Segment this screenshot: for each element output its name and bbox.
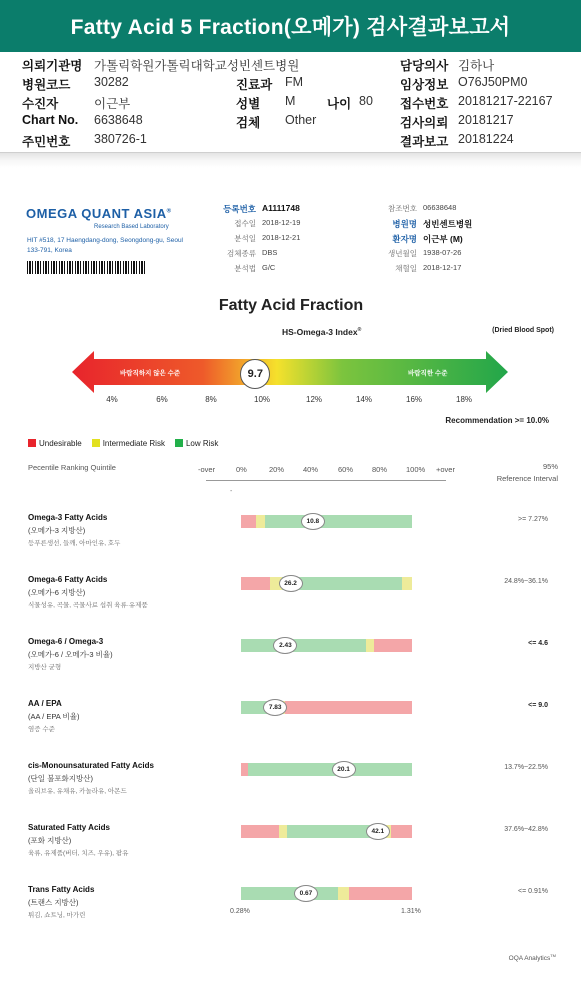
meta-key: 참조번호 [388,204,417,213]
item-subtitle: (오메가-6 지방산) [28,588,86,597]
code-label: 병원코드 [22,78,71,92]
range-bar [241,887,412,900]
item-note: 등푸른생선, 들깨, 아마인유, 호두 [28,540,121,547]
range-segment [241,887,338,900]
request-label: 검사의뢰 [400,116,449,130]
index-tick: 14% [355,395,373,404]
legend-swatch [175,439,183,447]
legend-item [92,439,165,448]
quintile-tick: 0% [236,465,247,474]
item-value: 2.43 [273,637,297,654]
patient-info [0,56,581,152]
hospital-label: 의뢰기관명 [22,59,83,73]
index-value: 9.7 [240,359,270,389]
specimen-note: (Dried Blood Spot) [492,327,554,334]
quintile-tick: 80% [372,465,388,474]
range-segment [241,763,248,776]
quintile-dash: - [230,488,233,495]
range-segment [241,639,366,652]
barcode [27,261,145,274]
range-segment [374,639,412,652]
reference-header-2: Reference Interval [496,474,558,483]
chart-no-label: Chart No. [22,113,79,127]
dept-value: FM [285,75,304,89]
item-value: 0.67 [294,885,318,902]
item-value: 7.83 [263,699,287,716]
item-name: Omega-3 Fatty Acids [28,513,108,522]
item-subtitle: (트랜스 지방산) [28,898,79,907]
reference-interval: 24.8%~36.1% [504,578,548,585]
index-tick: 4% [106,395,118,404]
item-subtitle: (오메가-3 지방산) [28,526,86,535]
meta-value: 2018-12-19 [262,218,301,227]
meta-value: G/C [262,263,276,272]
legend-item [28,439,82,448]
hospital-value: 가톨릭학원가톨릭대학교성빈센트병원 [94,59,300,73]
reference-interval: >= 7.27% [518,516,548,523]
item-name: cis-Monounsaturated Fatty Acids [28,761,154,770]
item-name: Trans Fatty Acids [28,885,95,894]
quintile-axis [206,480,446,481]
report-title: Fatty Acid 5 Fraction(오메가) 검사결과보고서 [0,0,581,52]
meta-key: 검체종류 [227,249,256,258]
quintile-tick: 100% [406,465,426,474]
item-subtitle: (단일 불포화지방산) [28,774,94,783]
range-segment [265,515,412,528]
index-tick: 6% [156,395,168,404]
item-name: AA / EPA [28,699,62,708]
index-tick: 8% [205,395,217,404]
footer: OQA Analytics™ [508,953,556,963]
item-note: 지방산 균형 [28,664,62,671]
legend-label: Undesirable [39,439,82,448]
index-label: HS-Omega-3 Index® [282,327,362,337]
item-note: 올리브유, 유채유, 카놀라유, 아몬드 [28,788,127,795]
index-registered-mark: ® [357,327,362,334]
item-value: 20.1 [332,761,356,778]
meta-value: 성빈센트병원 [423,219,473,229]
meta-key: 접수일 [234,219,256,228]
lab-address: HIT #518, 17 Haengdang-dong, Seongdong-gu, Seoul 133-791, Korea [27,237,184,254]
chart-no-value: 6638648 [94,113,143,127]
reference-header-1: 95% [542,462,558,471]
legend-swatch [92,439,100,447]
range-segment [349,887,412,900]
range-segment [248,763,412,776]
quintile-tick: 40% [303,465,319,474]
range-min: 0.28% [230,908,250,915]
section-divider [0,152,581,168]
reference-interval: 37.6%~42.8% [504,826,548,833]
range-segment [241,515,256,528]
report-date-label: 결과보고 [400,135,449,149]
meta-value: DBS [262,248,278,257]
range-bar [241,763,412,776]
range-segment [241,825,279,838]
sex-value: M [285,94,296,108]
item-name: Saturated Fatty Acids [28,823,110,832]
item-value: 10.8 [301,513,325,530]
legend-item [175,439,218,448]
meta-value: 06638648 [423,203,457,212]
lab-logo: OMEGA QUANT ASIA® [26,206,172,221]
item-note: 튀김, 쇼트닝, 마가린 [28,912,86,919]
item-note: 식물성유, 곡물, 곡물사료 섭취 육류·유제품 [28,602,148,609]
meta-key: 분석법 [234,264,256,273]
range-segment [391,825,412,838]
quintile-tick: +over [436,465,455,474]
reference-interval: <= 4.6 [528,640,548,647]
range-bar [241,577,412,590]
range-segment [338,887,348,900]
item-subtitle: (AA / EPA 비율) [28,712,80,721]
item-subtitle: (포화 지방산) [28,836,72,845]
range-segment [285,701,412,714]
quintile-label: Pecentile Ranking Quintile [28,463,116,472]
quintile-tick: 60% [338,465,354,474]
undesirable-text: 바람직하지 않은 수준 [120,370,181,377]
meta-value: 2018-12-17 [423,263,462,272]
meta-key: 병원명 [392,219,417,229]
code-value: 30282 [94,75,129,89]
clinical-value: O76J50PM0 [458,75,528,89]
footer-trademark: TM [550,953,556,958]
report-date-value: 20181224 [458,132,514,146]
range-max: 1.31% [401,908,421,915]
request-value: 20181217 [458,113,514,127]
meta-key: 환자명 [392,234,417,244]
range-segment [241,577,270,590]
legend-label: Low Risk [185,439,219,448]
meta-key: 생년월일 [388,249,417,258]
range-segment [279,825,288,838]
doctor-value: 김하나 [458,59,495,73]
reference-interval: <= 0.91% [518,888,548,895]
quintile-tick: 20% [269,465,285,474]
legend-label: Intermediate Risk [102,439,165,448]
reference-interval: <= 9.0 [528,702,548,709]
patient-label: 수진자 [22,97,59,111]
item-name: Omega-6 / Omega-3 [28,637,104,646]
sex-label: 성별 [236,97,261,111]
item-value: 42.1 [366,823,390,840]
range-segment [366,639,375,652]
meta-key: 채혈일 [395,264,417,273]
item-subtitle: (오메가-6 / 오메가-3 비율) [28,650,113,659]
id-label: 주민번호 [22,135,71,149]
patient-value: 이근부 [94,97,131,111]
receipt-label: 접수번호 [400,97,449,111]
logo-registered-mark: ® [166,208,172,215]
desirable-text: 바람직한 수준 [408,370,448,377]
range-segment [256,515,265,528]
lab-logo-sub: Research Based Laboratory [94,224,169,230]
legend-swatch [28,439,36,447]
legend [28,439,218,448]
quintile-tick: -over [198,465,216,474]
reference-interval: 13.7%~22.5% [504,764,548,771]
clinical-label: 임상정보 [400,78,449,92]
chart-title: Fatty Acid Fraction [218,297,364,314]
receipt-value: 20181217-22167 [458,94,553,108]
item-note: 육류, 유제품(버터, 치즈, 우유), 팜유 [28,850,129,857]
lab-report [8,168,574,980]
meta-value: 이근부 (M) [423,234,463,244]
age-label: 나이 [327,97,352,111]
meta-value: 2018-12-21 [262,233,301,242]
item-note: 염증 수준 [28,726,55,733]
id-value: 380726-1 [94,132,147,146]
meta-value: 1938-07-26 [423,248,462,257]
index-tick: 10% [253,395,271,404]
range-bar [241,639,412,652]
index-tick: 12% [305,395,323,404]
dept-label: 진료과 [236,78,273,92]
range-bar [241,515,412,528]
item-name: Omega-6 Fatty Acids [28,575,108,584]
meta-key: 등록번호 [223,204,256,214]
range-segment [402,577,412,590]
recommendation: Recommendation >= 10.0% [445,416,549,425]
index-tick: 16% [405,395,423,404]
item-value: 26.2 [279,575,303,592]
age-value: 80 [359,94,373,108]
specimen-label: 검체 [236,116,261,130]
doctor-label: 담당의사 [400,59,449,73]
meta-value: A1111748 [262,203,300,213]
meta-key: 분석일 [234,234,256,243]
specimen-value: Other [285,113,317,127]
index-tick: 18% [455,395,473,404]
